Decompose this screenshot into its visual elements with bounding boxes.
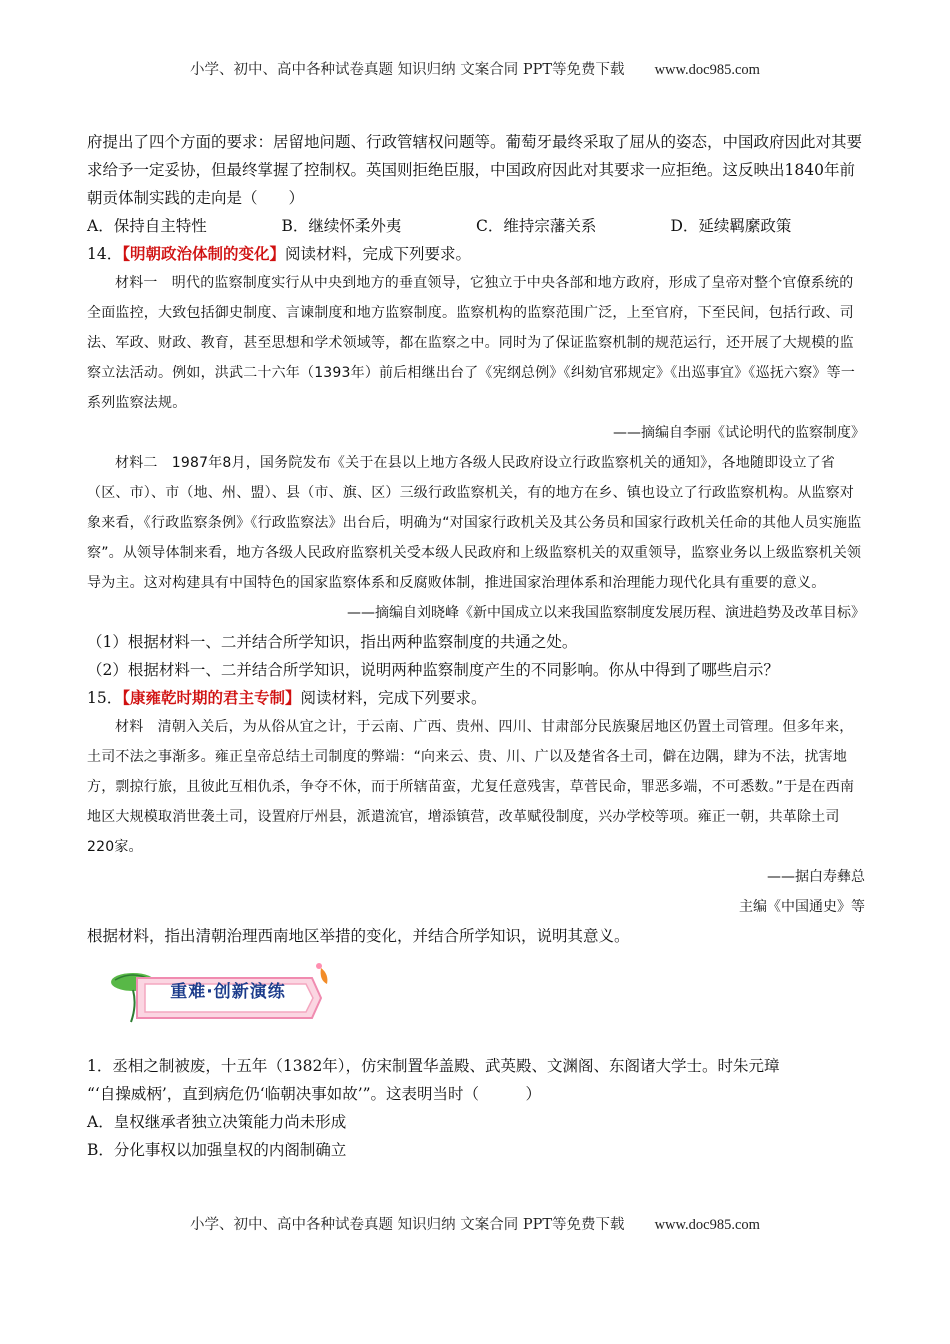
q14-instruction: 阅读材料，完成下列要求。 <box>285 245 472 263</box>
page-header <box>0 58 950 79</box>
q13-continuation: 府提出了四个方面的要求：居留地问题、行政管辖权问题等。葡萄牙最终采取了屈从的姿态，中国政府因此对其要求给予一定妥协，但最终掌握了控制权。英国则拒绝臣服，中国政府因此对其要求一应拒绝。这反映出1840年前朝贡体制实践的走向是（ ） <box>87 133 863 207</box>
header-text: 小学、初中、高中各种试卷真题 知识归纳 文案合同 PPT等免费下载 <box>190 62 625 78</box>
q13-option-a[interactable]: A．保持自主特性 <box>87 217 207 235</box>
q15-stem <box>87 684 865 712</box>
q14-stem <box>87 240 865 268</box>
q13-option-d[interactable]: D．延续羁縻政策 <box>670 217 792 235</box>
q15-question: 根据材料，指出清朝治理西南地区举措的变化，并结合所学知识，说明其意义。 <box>87 927 630 945</box>
q14-material-1-source: ——摘编自李丽《试论明代的监察制度》 <box>613 425 865 441</box>
q14-subquestion-1: （1）根据材料一、二并结合所学知识，指出两种监察制度的共通之处。 <box>87 633 578 651</box>
practice-q1-stem-line1: 1．丞相之制被废，十五年（1382年），仿宋制置华盖殿、武英殿、文渊阁、东阁诸大学士。时朱元璋 <box>87 1057 780 1075</box>
footer-text: 小学、初中、高中各种试卷真题 知识归纳 文案合同 PPT等免费下载 <box>190 1217 625 1233</box>
q14-material-2-source: ——摘编自刘晓峰《新中国成立以来我国监察制度发展历程、演进趋势及改革目标》 <box>347 605 865 621</box>
q13-option-b[interactable]: B．继续怀柔外夷 <box>281 217 402 235</box>
footer-url[interactable]: www.doc985.com <box>654 1217 760 1233</box>
q13-option-c[interactable]: C．维持宗藩关系 <box>476 217 597 235</box>
q14-subquestion-2: （2）根据材料一、二并结合所学知识，说明两种监察制度产生的不同影响。你从中得到了哪些启示？ <box>87 661 779 679</box>
q14-material-1: 材料一 明代的监察制度实行从中央到地方的垂直领导，它独立于中央各部和地方政府，形成了皇帝对整个官僚系统的全面监控，大致包括御史制度、言谏制度和地方监察制度。监察机构的监察范围广泛，上至官府，下至民间，包括行政、司法、军政、财政、教育，甚至思想和学术领域等，都在监察之中。同时为了保证监察机制的规范运行，还开展了大规模的监察立法活动。例如，洪武二十六年（1393年）前后相继出台了《宪纲总例》《纠劾官邪规定》《出巡事宜》《巡抚六察》等一系列监察法规。 <box>87 275 856 411</box>
q15-source-line-2: 主编《中国通史》等 <box>739 899 865 915</box>
page-content <box>87 128 865 1164</box>
q15-material: 材料 清朝入关后，为从俗从宜之计，于云南、广西、贵州、四川、甘肃部分民族聚居地区仍置土司管理。但多年来，土司不法之事渐多。雍正皇帝总结土司制度的弊端：“向来云、贵、川、广以及楚省各土司，僻在边隅，肆为不法，扰害地方，剽掠行旅，且彼此互相仇杀，争夺不休，而于所辖苗蛮，尤复任意残害，草菅民命，罪恶多端，不可悉数。”于是在西南地区大规模取消世袭土司，设置府厅州县，派遣流官，增添镇营，改革赋役制度，兴办学校等项。雍正一朝，共革除土司220家。 <box>87 719 855 855</box>
q15-instruction: 阅读材料，完成下列要求。 <box>300 689 487 707</box>
banner-title: 重难·创新演练 <box>170 982 286 1002</box>
q14-tag: 【明朝政治体制的变化】 <box>122 244 285 263</box>
q14-number: 14． <box>87 245 123 263</box>
q15-tag: 【康雍乾时期的君主专制】 <box>122 688 301 707</box>
practice-q1-option-b[interactable]: B．分化事权以加强皇权的内阁制确立 <box>87 1141 347 1159</box>
header-url[interactable]: www.doc985.com <box>654 62 760 78</box>
q14-material-2: 材料二 1987年8月，国务院发布《关于在县以上地方各级人民政府设立行政监察机关的通知》，各地随即设立了省（区、市）、市（地、州、盟）、县（市、旗、区）三级行政监察机关，有的地方在乡、镇也设立了行政监察机构。从监察对象来看，《行政监察条例》《行政监察法》出台后，明确为“对国家行政机关及其公务员和国家行政机关任命的其他人员实施监察”。从领导体制来看，地方各级人民政府监察机关受本级人民政府和上级监察机关的双重领导，监察业务以上级监察机关领导为主。这对构建具有中国特色的国家监察体系和反腐败体制，推进国家治理体系和治理能力现代化具有重要的意义。 <box>87 455 862 591</box>
q15-source-line-1: ——据白寿彝总 <box>767 869 865 885</box>
fish-icon <box>321 968 328 984</box>
practice-q1-stem-line2: “‘自操威柄’，直到病危仍‘临朝决事如故’”。这表明当时（ ） <box>87 1085 542 1103</box>
practice-q1-option-a[interactable]: A．皇权继承者独立决策能力尚未形成 <box>87 1113 347 1131</box>
page-footer <box>0 1213 950 1234</box>
q13-options <box>87 212 865 240</box>
section-banner <box>107 960 327 1024</box>
q15-number: 15． <box>87 689 123 707</box>
